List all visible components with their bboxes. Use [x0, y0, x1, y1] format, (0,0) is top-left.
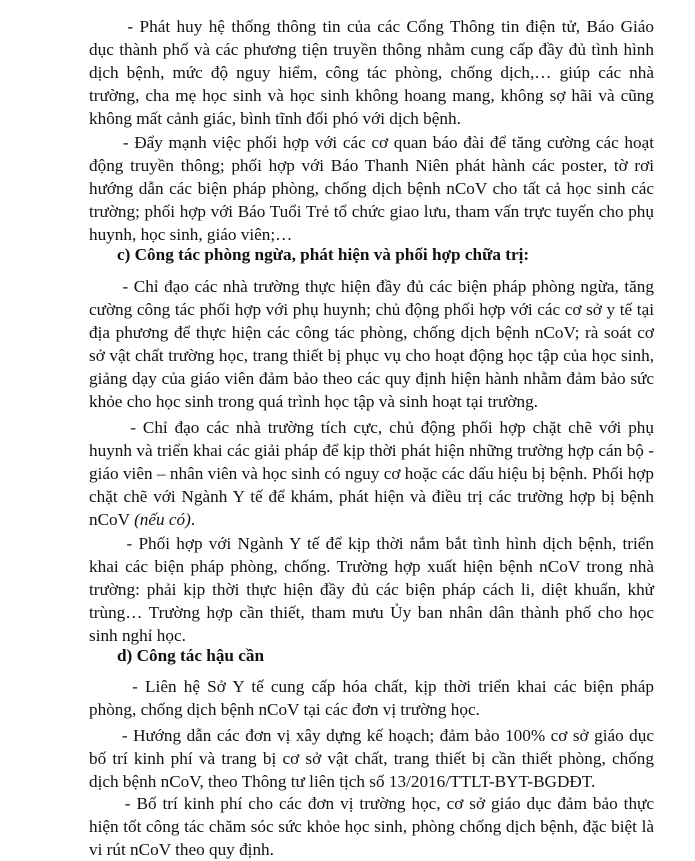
text-line	[89, 508, 654, 531]
text-line: dịch bệnh nCoV, theo Thông tư liên tịch số 13/2016/TTLT-BYT-BGDĐT.	[89, 772, 596, 792]
paragraph-detection-coordination	[89, 416, 654, 531]
text-line: - Đẩy mạnh việc phối hợp với các cơ quan báo đài để tăng cường các hoạt	[89, 133, 654, 152]
section-heading-c: c) Công tác phòng ngừa, phát hiện và phối hợp chữa trị:	[117, 245, 530, 264]
text-line: - Chỉ đạo các nhà trường thực hiện đầy đủ các biện pháp phòng ngừa, tăng	[89, 277, 654, 296]
text-line: dục thành phố và các phương tiện truyền thông nhằm cung cấp đầy đủ tình hình	[89, 40, 654, 60]
text-line: trường: phải kịp thời thực hiện đầy đủ các biện pháp cách li, diệt khuẩn, khử	[89, 580, 654, 600]
text-line: hướng dẫn các biện pháp phòng, chống dịch bệnh nCoV cho tất cả học sinh các	[89, 179, 654, 199]
text-line: huynh, học sinh, giáo viên;…	[89, 225, 293, 245]
paragraph-health-sector	[89, 532, 654, 647]
text-line: trùng… Trường hợp cần thiết, tham mưu Ủy ban nhân dân thành phố cho học	[89, 603, 654, 623]
text-line: - Liên hệ Sở Y tế cung cấp hóa chất, kịp thời triển khai các biện pháp	[89, 677, 654, 696]
text-line: vi rút nCoV theo quy định.	[89, 840, 274, 860]
text-fragment: .	[190, 510, 196, 530]
text-line: sở vật chất trường học, trang thiết bị phục vụ cho hoạt động học tập của học sinh,	[89, 346, 654, 366]
paragraph-chemicals-supply	[89, 675, 654, 721]
paragraph-funding	[89, 792, 654, 861]
text-line: - Bố trí kinh phí cho các đơn vị trường học, cơ sở giáo dục đảm bảo thực	[89, 794, 654, 813]
text-line: huynh và triển khai các giải pháp để kịp thời phát hiện những trường hợp cán bộ -	[89, 441, 654, 461]
text-line: - Hướng dẫn các đơn vị xây dựng kế hoạch; đảm bảo 100% cơ sở giáo dục	[89, 726, 654, 745]
text-line: khai các biện pháp phòng, chống. Trường hợp xuất hiện bệnh nCoV trong nhà	[89, 557, 654, 577]
text-line: trường, cha mẹ học sinh và học sinh không hoang mang, không sợ hãi và cũng	[89, 86, 654, 106]
text-line: địa phương để thực hiện các công tác phòng, chống dịch bệnh nCoV; rà soát cơ	[89, 323, 654, 343]
text-line: hiện tốt công tác chăm sóc sức khỏe học sinh, phòng chống dịch bệnh, đặc biệt là	[89, 817, 654, 837]
text-line: phòng, chống dịch bệnh nCoV tại các đơn vị trường học.	[89, 700, 480, 720]
text-line: giảng dạy của giáo viên đảm bảo theo các quy định hiện hành nhằm đảm bảo sức	[89, 369, 654, 389]
text-line: - Chỉ đạo các nhà trường tích cực, chủ động phối hợp chặt chẽ với phụ	[89, 418, 654, 437]
paragraph-media-coordination	[89, 131, 654, 246]
text-line: trường; phối hợp với Báo Tuổi Trẻ tổ chức giao lưu, tham vấn trực tuyến cho phụ	[89, 202, 654, 222]
text-line: động truyền thông; phối hợp với Báo Thanh Niên phát hành các poster, tờ rơi	[89, 156, 654, 176]
text-line: - Phát huy hệ thống thông tin của các Cổng Thông tin điện tử, Báo Giáo	[89, 17, 654, 36]
text-fragment: nCoV	[89, 510, 135, 530]
italic-note: (nếu có)	[134, 510, 191, 530]
text-line: bố trí kinh phí và trang bị cơ sở vật chất, trang thiết bị cần thiết phòng, chống	[89, 749, 654, 769]
paragraph-planning-guidance	[89, 724, 654, 793]
text-line: không mất cảnh giác, bình tĩnh đối phó với dịch bệnh.	[89, 109, 461, 129]
text-line: - Phối hợp với Ngành Y tế để kịp thời nắm bắt tình hình dịch bệnh, triển	[89, 534, 654, 553]
text-line: chặt chẽ với Ngành Y tế để khám, phát hiện và điều trị các trường hợp bị bệnh	[89, 487, 654, 507]
text-line: cường công tác phối hợp với phụ huynh; chủ động phối hợp với các cơ sở y tế tại	[89, 300, 654, 320]
paragraph-information-system	[89, 15, 654, 130]
text-line: giáo viên – nhân viên và học sinh có nguy cơ hoặc các dấu hiệu bị bệnh. Phối hợp	[89, 464, 654, 484]
text-line: dịch bệnh, mức độ nguy hiểm, công tác phòng, chống dịch,… giúp các nhà	[89, 63, 654, 83]
text-line: khỏe cho học sinh trong quá trình học tập và sinh hoạt tại trường.	[89, 392, 538, 412]
paragraph-prevention-direction	[89, 275, 654, 414]
section-heading-d: d) Công tác hậu cần	[117, 646, 265, 665]
text-line: sinh nghỉ học.	[89, 626, 186, 646]
